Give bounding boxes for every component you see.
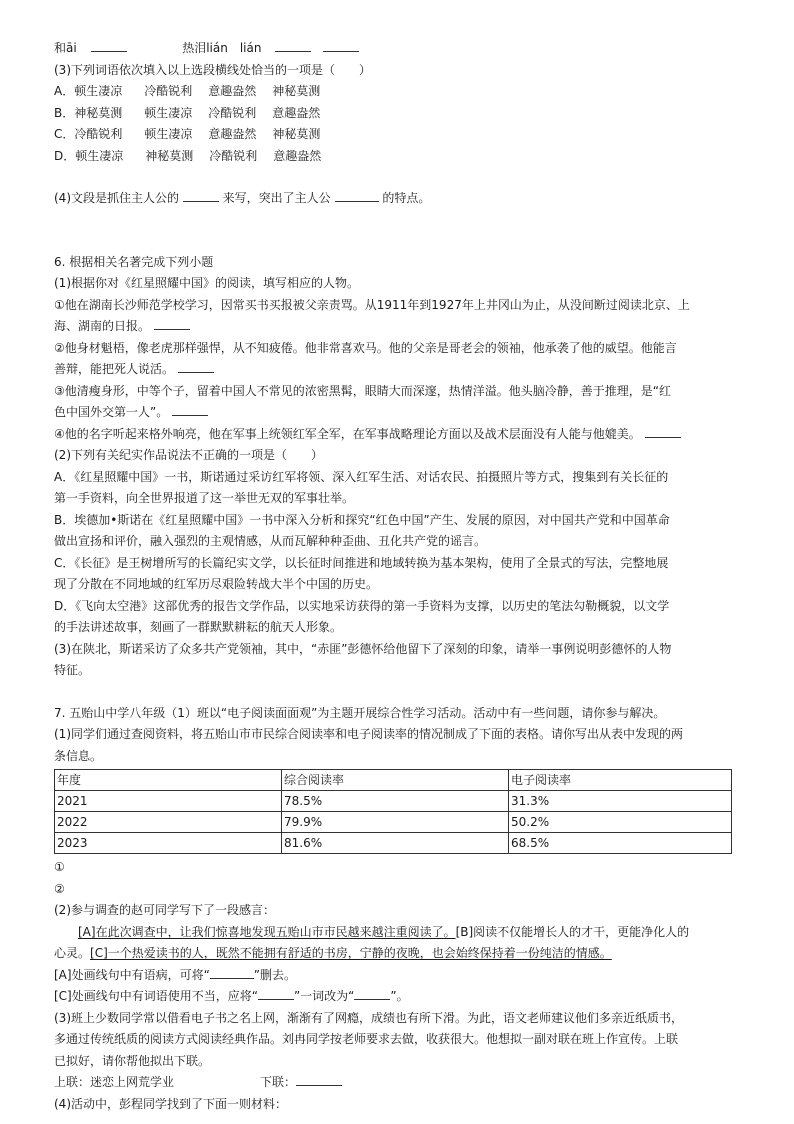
answer-blank[interactable]	[323, 38, 359, 52]
clue-2-end: 善辩，能把死人说活。	[54, 359, 744, 381]
q5-3-prompt: (3)下列词语依次填入以上选段横线处恰当的一项是（ ）	[54, 62, 372, 77]
answer-marker-2: ②	[54, 881, 65, 896]
q6-title: 6. 根据相关名著完成下列小题	[54, 254, 214, 269]
answer-blank[interactable]	[183, 188, 219, 202]
answer-blank[interactable]	[91, 38, 127, 52]
answer-blank[interactable]	[335, 188, 379, 202]
table-header: 年度	[55, 770, 282, 791]
q7-2-c: [C]处画线句中有词语使用不当，应将“ ”一词改为“ ”。	[54, 986, 744, 1008]
couplet-line	[54, 1072, 744, 1094]
sentence-b: [B]阅读不仅能增长人的才干，更能净化人的	[455, 924, 690, 939]
pinyin-relei-lian: 热泪lián lián	[182, 41, 262, 55]
choice-d-cont: 的手法讲述故事，刻画了一群默默耕耘的航天人形象。	[54, 620, 343, 634]
option-c[interactable]: C．冷酷锐利 顿生凄凉 意趣盎然 神秘莫测	[54, 127, 321, 141]
pinyin-line	[54, 38, 744, 60]
q7-4-prompt: (4)活动中，彭程同学找到了下面一则材料：	[54, 1096, 287, 1111]
q7-1-prompt: (1)同学们通过查阅资料，将五贻山市市民综合阅读率和电子阅读率的情况制成了下面的表格。请你写出从表中发现的两	[54, 727, 684, 741]
reading-rate-table	[54, 769, 732, 854]
pinyin-he-ai: 和āi	[54, 41, 77, 55]
statement-line-1	[54, 922, 744, 944]
choice-b-cont: 做出宣扬和评价，融入强烈的主观情感，从而瓦解种种歪曲、丑化共产党的谣言。	[54, 534, 487, 548]
clue-3-end: 色中国外交第一人”。	[54, 402, 744, 424]
clue-text: ②他身材魁梧，像老虎那样强悍，从不知疲倦。他非常喜欢马。他的父亲是哥老会的领袖，他承袭了他的威望。他能言	[54, 340, 677, 355]
statement-line-2: 心灵。[C]一个热爱读书的人，既然不能拥有舒适的书房，宁静的夜晚，也会始终保持着一份纯洁的情感。	[54, 946, 612, 960]
choice-c[interactable]: C．《长征》是王树增所写的长篇纪实文学，以长征时间推进和地域转换为基本架构，使用了全景式的写法，完整地展	[54, 555, 669, 570]
table-header: 综合阅读率	[282, 770, 509, 791]
table-row	[55, 791, 732, 812]
answer-blank[interactable]	[275, 38, 311, 52]
answer-marker-1: ①	[54, 860, 65, 874]
table-cell: 68.5%	[509, 833, 732, 854]
answer-blank[interactable]	[296, 1072, 342, 1086]
q7-3-prompt-cont: 已拟好，请你帮他拟出下联。	[54, 1053, 211, 1068]
choice-a-cont: 第一手资料，向全世界报道了这一举世无双的军事壮举。	[54, 491, 355, 505]
table-cell: 2021	[55, 791, 282, 812]
table-row	[55, 812, 732, 833]
sentence-a: [A]在此次调查中，让我们惊喜地发现五贻山市市民越来越注重阅读了。	[78, 924, 456, 939]
sentence-c: [C]一个热爱读书的人，既然不能拥有舒适的书房，宁静的夜晚，也会始终保持着一份纯洁的情感。	[90, 946, 612, 960]
clue-text: ①他在湖南长沙师范学校学习，因常买书买报被父亲责骂。从1911年到1927年上井冈山为止，从没间断过阅读北京、上	[54, 297, 690, 312]
choice-c-cont: 现了分散在不同地域的红军历尽艰险转战大半个中国的历史。	[54, 577, 379, 591]
q6-3-prompt-cont: 特征。	[54, 663, 91, 677]
clue-text: ③他清瘦身形，中等个子，留着中国人不常见的浓密黑髯，眼睛大而深邃，热情洋溢。他头脑冷静，善于推理，是“红	[54, 383, 671, 398]
clue-1-end: 海、湖南的日报。	[54, 316, 744, 338]
table-cell: 79.9%	[282, 812, 509, 833]
q7-3-prompt: (3)班上少数同学常以借看电子书之名上网，渐渐有了网瘾，成绩也有所下滑。为此，语文老师建议他们多亲近纸质书，	[54, 1010, 684, 1025]
table-cell: 81.6%	[282, 833, 509, 854]
table-cell: 50.2%	[509, 812, 732, 833]
q6-2-prompt: (2)下列有关纪实作品说法不正确的一项是（ ）	[54, 448, 323, 462]
table-header-row	[55, 770, 732, 791]
answer-blank[interactable]	[172, 402, 208, 416]
table-cell: 2022	[55, 812, 282, 833]
q6-1-prompt: (1)根据你对《红星照耀中国》的阅读，填写相应的人物。	[54, 276, 360, 290]
q7-2-a: [A]处画线句中有语病，可将“ ”删去。	[54, 965, 744, 987]
q7-title: 7. 五贻山中学八年级（1）班以“电子阅读面面观”为主题开展综合性学习活动。活动中有一些问题，请你参与解决。	[54, 705, 666, 720]
choice-d[interactable]: D．《飞向太空港》这部优秀的报告文学作品，以实地采访获得的第一手资料为支撑，以历史的笔法勾勒概貌，以文学	[54, 598, 670, 613]
table-header: 电子阅读率	[509, 770, 732, 791]
answer-blank[interactable]	[178, 359, 214, 373]
q6-3-prompt: (3)在陕北，斯诺采访了众多共产党领袖，其中，“赤匪”彭德怀给他留下了深刻的印象，请举一事例说明彭德怀的人物	[54, 641, 672, 656]
answer-blank[interactable]	[154, 316, 190, 330]
q7-1-prompt-cont: 条信息。	[54, 748, 103, 763]
table-cell: 31.3%	[509, 791, 732, 812]
table-cell: 78.5%	[282, 791, 509, 812]
option-d[interactable]: D．顿生凄凉 神秘莫测 冷酷锐利 意趣盎然	[54, 148, 322, 163]
q7-3-prompt-cont: 多通过传统纸质的阅读方式阅读经典作品。刘冉同学按老师要求去做，收获很大。他想拟一副对联在班上作宣传。上联	[54, 1032, 679, 1046]
table-row	[55, 833, 732, 854]
option-a[interactable]: A．顿生凄凉 冷酷锐利 意趣盎然 神秘莫测	[54, 84, 321, 98]
q7-2-prompt: (2)参与调查的赵可同学写下了一段感言：	[54, 903, 275, 917]
q5-4: (4)文段是抓住主人公的 来写，突出了主人公 的特点。	[54, 188, 744, 210]
answer-blank[interactable]	[354, 986, 390, 1000]
lower-couplet-label: 下联：	[260, 1075, 297, 1089]
answer-blank[interactable]	[210, 965, 254, 979]
choice-b[interactable]: B．埃德加•斯诺在《红星照耀中国》一书中深入分析和探究“红色中国”产生、发展的原因，对中国共产党和中国革命	[54, 512, 670, 527]
choice-a[interactable]: A．《红星照耀中国》一书，斯诺通过采访红军将领、深入红军生活、对话农民、拍摄照片等方式，搜集到有关长征的	[54, 469, 669, 484]
clue-4: ④他的名字听起来格外响亮，他在军事上统领红军全军，在军事战略理论方面以及战术层面没有人能与他媲美。	[54, 424, 744, 446]
option-b[interactable]: B．神秘莫测 顿生凄凉 冷酷锐利 意趣盎然	[54, 105, 321, 120]
answer-blank[interactable]	[258, 986, 294, 1000]
answer-blank[interactable]	[645, 424, 681, 438]
upper-couplet: 上联：迷恋上网荒学业	[54, 1075, 175, 1089]
table-cell: 2023	[55, 833, 282, 854]
exam-page	[54, 38, 744, 1115]
